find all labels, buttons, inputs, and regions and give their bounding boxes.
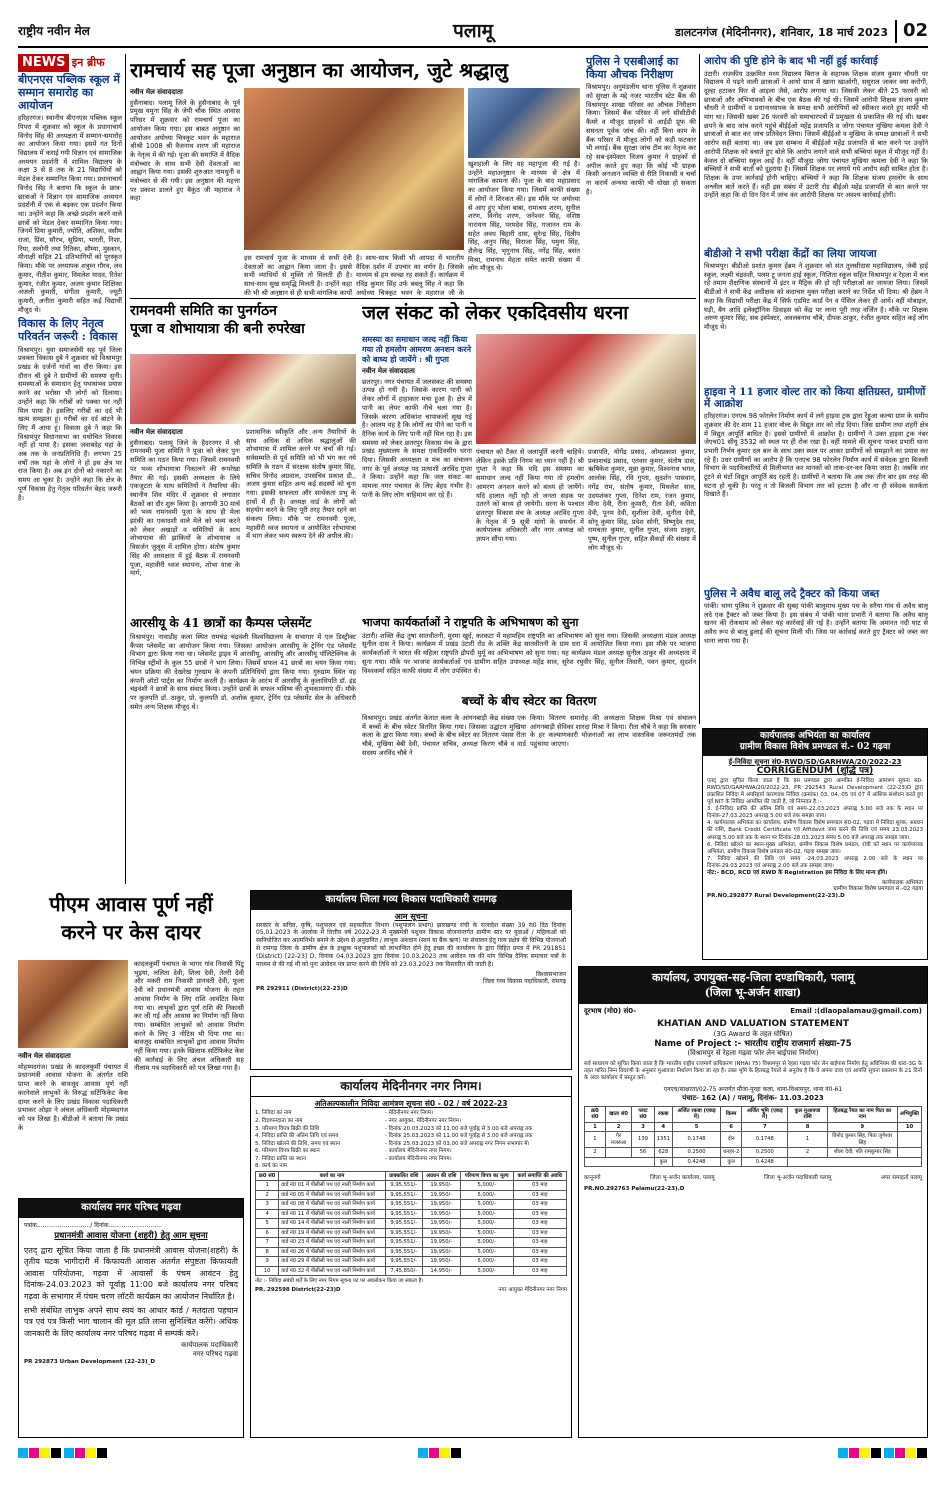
headline-pmay: पीएम आवास पूर्ण नहीं करने पर केस दायर	[49, 892, 213, 944]
headline-accused: आरोप की पुष्टि होने के बाद भी नहीं हुई कार्रवाई	[704, 56, 878, 67]
story-water-col2: पंचायत को टैंकर से जलापूर्ति करनी चाहिये। लेकिन इसके प्रति निगम का ध्यान नहीं है। श्री गुप्ता ने कहा कि यदि इस समस्या का समाधान जल्द नहीं किया गया तो हमलोग आमरण अनशन करने को बाध्य हो जायेंगे। यदि हालात नहीं रही तो जनता सड़क पर उतरने को बाध्य हो जायेगी। धरना के पश्चात छतरपुर विकास मंच के अध्यक्ष अरविंद गुप्ता के नेतृत्व में 9 सूत्री मांगों के समर्थन में कार्यपालक अधिकारी और नगर अध्यक्ष को ज्ञापन सौंपा गया।	[476, 448, 584, 544]
column-rule	[699, 54, 700, 724]
byline: नवीन मेल संवाददाता	[362, 367, 415, 375]
headline-sweater: बच्चों के बीच स्वेटर का वितरण	[461, 694, 597, 708]
headline-police-sbi: पुलिस ने एसबीआई का किया औचक निरीक्षण	[586, 55, 679, 81]
corrigendum: CORRIGENDUM (शुद्धि पत्र)	[756, 766, 874, 777]
story-text: विश्रामपुर। नावाडीह कला स्थित रामचंद्र चंद्रवंशी विश्वविद्यालय के सभागार में एल डिस्ट्रीक्ट कैंपस प्लेसमेंट का आयोजन किया गया। जिसका आयोजन आरसीयू के ट्रेनिंग एंड प्लेसमेंट विभाग द्वारा किया गया था। प्लेसमेंट ड्राइव में आरसीयू, आरसीयू और आरसीयू पॉलिटेक्निक के विभिन्न स्ट्रीमों के कुल 55 छात्रों ने भाग लिया। जिसमें सफल 41 छात्रों का चयन किया गया। चयन प्रक्रिया की देखरेख गुरुग्राम के कंपनी प्रतिनिधियों द्वारा किया गया। गुरुग्राम स्थित यह कंपनी ऑटो पार्ट्स का निर्माण करती है। कार्यक्रम के आरंभ में आरसीयू के कुलाधिपति डॉ. इंद्र चंद्रवंशी ने छात्रों के साथ संवाद किया। उन्होंने छात्रों के सफल भविष्य की शुभकामनाएं दीं। मौके पर कुलपति डॉ. ठाकुर, प्रो. कुलपति डॉ. अशोक कुमार, ट्रेनिंग एंड प्लेसमेंट सेल के अधिकारी समेत अन्य शिक्षक मौजूद थे।	[130, 633, 356, 711]
photo-dharna	[476, 334, 696, 444]
story-pmay-col1	[18, 1052, 128, 1192]
byline: नवीन मेल संवाददाता	[130, 88, 183, 96]
story-text: विश्रामपुर। बीडीओ प्रशांत कुमार हेंब्रम ने शुक्रवार को संत तुलसीदास महाविद्यालय, जेबी हाई स्कूल, लक्ष्मी चंद्रवंशी, पलम टू जनता हाई स्कूल, निशिता स्कूल सहित विश्रामपुर व रेहला में चल रहे तमाम शैक्षणिक संस्थानों में इंटर व मैट्रिक की हो रही परीक्षाओं का जायजा लिया। जिसमें बीडीओ ने सभी केंद्र अधीक्षक को कदाचार मुक्त परीक्षा कराने का निर्देश भी दिया। श्री हेंब्रम ने कहा कि विद्यार्थी परीक्षा केंद्र में सिर्फ एडमिट कार्ड पेन व पेंसिल लेकर ही आयें। वहीं मोबाइल, घड़ी, बैग आदि इलेक्ट्रॉनिक डिवाइस को केंद्र पर लाना पूरी तरह वर्जित है। मौके पर शिक्षक अरुण कुमार सिंह, सब इंस्पेक्टर, अवलबनाथ चौबे, दीपक ठाकुर, रंजीत कुमार सहित कई लोग मौजूद थे।	[704, 262, 928, 331]
ad-palamu-land: कार्यालय, उपायुक्त-सह-जिला दण्डाधिकारी, पलामू (जिला भू-अर्जन शाखा) दूरभाष (मो0) सं0- Email :(dlaopalamau@gmail.com) KHATIAN AND VALUATION STATEMENT (3G Award के तहत घोषित) Name of Project :- भारतीय राष्ट्रीय राजमार्ग संख्या-75 (विश्रामपुर से रेहला गढ़वा फोर लेन बाईपास निर्माण) सर्व साधारण को सूचित किया जाता है कि भारतीय राष्ट्रीय राजमार्ग प्राधिकरण (NHAI 75) विश्रामपुर से रेहला गढ़वा फोर लेन बाईपास निर्माण हेतु अधिनियम की धारा-3G के तहत पारित निम्न विवरणी के अनुसार मुआवजा निर्धारण किया जा रहा है। उक्त भूमि के हितबद्ध रैयतों से अनुरोध है कि वे अपना दावा एवं आपत्ति सूचना प्रकाशन के 21 दिनों के अंदर कार्यालय में प्रस्तुत करें। एनएच/साक्षरता/02-75 अन्तर्गत मौजा-पुरहा कला, थाना-विश्रामपुर, थाना नं0-61 पंचाट- 162 (A) / पलामू, दिनांक- 11.03.2023 क्र0 सं0 खाता सं0 प्लाट सं0 रकबा अर्जित रकबा (एकड़ में) किस्म अर्जित भूमि (एकड़ में) कुल मुआवजा राशि हितबद्ध रैयत का नाम पिता का नाम अभियुक्ति 1 2 3 4 5 6 7 8 9 10 1 गैर मजरुआ 139 1351 0.1748 दोन 0.1748 1 विनोद कुमार सिंह, पिता जुगेश्वर सिंह 2 56 628 0.2500 धनहर-2 0.2500 2 शीला देवी, पति रामकुमार सिंह कुल 0.4248 कुल 0.4248 कानूनगो जिला भू-अर्जन कार्यालय, पलामू जिला भू-अर्जन पदाधिकारी पलामू अपर समाहर्ता पलामू PR.NO.292763 Palamu(22-23).D	[578, 966, 928, 1438]
tender-details: 1. निविदा का नाम - मेदिनीनगर नगर निगम। 2. विज्ञापनदाता का नाम - नगर आयुक्त, मेदिनीनगर नगर निगम। 3. परिमाण विपत्र बिक्री की तिथि - दिनांक 20.03.2023 को 11.00 बजे पूर्वाह्न से 3.00 बजे अपराह्न तक 4. निविदा प्राप्ति की अंतिम तिथि एवं समय - दिनांक 25.03.2023 को 11.00 बजे पूर्वाह्न से 3.00 बजे अपराह्न तक 5. निविदा खोलने की तिथि, समय एवं स्थान - दिनांक 25.03.2023 को 03.00 बजे अपराह्न नगर निगम सभागार में। 6. परिमाण विपत्र बिक्री का स्थान - कार्यालय मेदिनीनगर नगर निगम। 7. निविदा प्राप्ति का स्थान - कार्यालय मेदिनीनगर नगर निगम। 8. कार्य का नाम	[255, 1110, 533, 1170]
table-row: 2 वार्ड नं0 05 में पीसीसी पथ एवं नाली निर्माण कार्य 9,95,551/- 19,950/- 5,000/- 03 माह	[256, 1190, 567, 1200]
headline-ramcharya: रामचार्य सह पूजा अनुष्ठान का आयोजन, जुटे श्रद्धालु	[130, 58, 508, 82]
table-row: 4 वार्ड नं0 11 में पीसीसी पथ एवं नाली निर्माण कार्य 9,95,551/- 19,950/- 5,000/- 03 माह	[256, 1209, 567, 1219]
news-brief-column	[18, 54, 122, 884]
section-title: पलामू	[453, 20, 493, 42]
pull-quote: समस्या का समाधान जल्द नहीं किया गया तो हमलोग आमरण अनशन करने को बाध्य हो जायेंगे : श्री गुप्ता	[362, 334, 472, 364]
ad-signer: कार्यपालक पदाधिकारी नगर परिषद गढ़वा	[181, 1341, 238, 1359]
table-row: 1 गैर मजरुआ 139 1351 0.1748 दोन 0.1748 1 विनोद कुमार सिंह, पिता जुगेश्वर सिंह	[585, 1132, 922, 1148]
column-rule	[125, 54, 126, 884]
section-rule	[130, 298, 696, 299]
story-ramnavami-col2: प्रशासनिक स्वीकृति और अन्य तैयारियों के साथ अधिक से अधिक श्रद्धालुओं की शोभायात्रा में शामिल करने पर चर्चा की गई। सर्वसम्मति से पूर्व समिति को भी भंग कर नये समिति के गठन में संरक्षक संतोष कुमार सिंह, सचिव विनोद अग्रवाल, उपसचिव प्रकाश डी., अजय कुमार सहित अन्य कई सदस्यों को चुना गया। इसकी सफलता और सार्थकता प्रभु के हाथों में ही है। अध्यक्ष वार्ड के लोगों को सहयोग करने के लिए पूरी तरह तैयार रहने का संकल्प लिया। मौके पर रामनवमी पूजा, महावीरी ध्वज स्थापना व आयोजित शोभायात्रा में भाग लेकर भव्य स्वरूप देने की अपील की।	[246, 428, 356, 541]
ad-signers: कानूनगो जिला भू-अर्जन कार्यालय, पलामू जिला भू-अर्जन पदाधिकारी पलामू अपर समाहर्ता पलामू	[584, 1175, 922, 1182]
story-water-col1	[362, 334, 472, 612]
pr-number: PR 292911 (District)(22-23)D	[256, 985, 348, 992]
ad-rwd-garhwa: कार्यपालक अभियंता का कार्यालय ग्रामीण विकास विशेष प्रमण्डल सं.- 02 गढ़वा ई-निविदा सूचना सं0-RWD/SD/GARHWA/20/2022-23 CORRIGENDUM (शुद्धि पत्र) एतद् द्वारा सूचित किया जाता है कि इस प्रमण्डल द्वारा आमंत्रित ई-निविदा आमंत्रण सूचना सं0-RWD/SD/GARHWA/20/2022-23, PR 292543 Rural Development (22-23)D द्वारा प्रकाशित निविदा में अपरिहार्य कारणवश निविदा (क्रमांक) 03, 04, 05 एवं 07 में आंशिक संशोधन करते हुए पूर्व NIT के निविदा आमंत्रित की जाती है, जो निम्नवत है :- 3. ई-निविदा प्राप्ति की अंतिम तिथि एवं समय-22.03.2023 अपराह्न 5.00 बजे तक के स्थान पर दिनांक-27.03.2023 अपराह्न 5.00 बजे तक समझा जाय। 4. कार्यपालक अभियंता का कार्यालय, ग्रामीण विकास विशेष प्रमण्डल सं0-02, गढ़वा में निविदा शुल्क, अग्रधन की राशि, Bank Credit Certificate एवं Affidavit जमा करने की तिथि एवं समय 23.03.2023 अपराह्न 5.00 बजे तक के स्थान पर दिनांक-28.03.2023 समय 5.00 बजे अपराह्न तक समझा जाय। 6. निविदा खोलने का स्थान-मुख्य अभियंता, ग्रामीण विकास विशेष प्रमंडल, रांची को स्थान पर कार्यपालक अभियंता, ग्रामीण विकास विशेष प्रमंडल सं0-02, गढ़वा समझा जाय। 7. निविदा खोलने की तिथि एवं समय -24.03.2023 अपराह्न 2.00 बजे के स्थान पर दिनांक-29.03.2023 एवं अपराह्न 2.00 बजे तक समझा जाय। नोट:- BCD, RCD एवं RWD के Registration इस निविदा के लिए मान्य होंगे। कार्यपालक अभियंता ग्रामीण विकास विशेष प्रमण्डल सं.-02 गढ़वा PR.NO.292877 Rural Development(22-23).D	[702, 728, 928, 960]
patrank: पत्रांक............................/ दिनांक............................	[24, 1221, 162, 1229]
page-number: 02	[895, 20, 928, 43]
byline: नवीन मेल संवाददाता	[130, 428, 183, 436]
ad-note: नोट :- निविदा संबंधी शर्तें के लिए नगर निगम सूचना पट पर अवलोकन किया जा सकता है।	[255, 1278, 424, 1285]
story-text: हुसैनाबाद। पलामू जिले के हुसैनाबाद के पूर्व प्रमुख यमुना सिंह के जेपी चौक स्थित आवास परिसर में शुक्रवार को रामचार्य पूजा का आयोजन किया गया। इस बाबत अनुष्ठान का आयोजन अयोध्या चित्रकूट भवन के महाराज श्रीश्री 1008 श्री वैजनाथ शरण जी महाराज के नेतृत्व में की गई। पूजा की समाप्ति में वैदिक मंत्रोच्चार के साथ सभी देवी देवताओं का आह्वान किया गया। इसकी शुरुआत नामधुनी व मंत्रोच्चार से की गयी। इस अनुष्ठान की महत्ता पर प्रकाश डालते हुए बैकुंठ जी महाराज ने कहा	[130, 98, 240, 203]
story-sweater-col1: विश्रामपुर। प्रखंड अंतर्गत केतात कला के आंगनबाड़ी केंद्र संख्या एक में बच्चों के बीच स्वेटर वितरित किया गया। जिसका उद्घाटन मुखिया कला के द्वारा किया गया। बच्चों के बीच स्वेटर का वितरण पंसस रीता चौबे, मुखिया बेबी देवी, पंचायत सचिव, अध्यक्ष किरण चौबे व वार्ड सदस्य अरविंद चौबे ने	[362, 714, 526, 757]
pr-number: PR 292873 Urban Development (22-23)_D	[24, 1358, 155, 1365]
photo-pmay	[18, 960, 128, 1048]
ad-body: एतद् द्वारा सूचित किया जाता है कि प्रधानमंत्री आवास योजना(शहरी) के तृतीय घटक भागीदारी में किफायती आवास अंतर्गत संपुष्टता किफायती आवास परियोजना, गढ़वा में आवासों के पंचम आवंटन हेतु दिनांक-24.03.2023 को पूर्वाह्न 11:00 बजे कार्यालय नगर परिषद गढ़वा के सभागार में पंचम चरण लॉटरी कार्यक्रम का आयोजन निर्धारित है।	[24, 1245, 238, 1301]
tender-table: क्र0 सं0 कार्य का नाम प्राक्कलित राशि अग्रधन की राशि परिमाण विपत्र का मूल्य कार्य समाप्ति की अवधि 1 वार्ड नं0 01 में पीसीसी पथ एवं नाली निर्माण कार्य 9,95,551/- 19,950/- 5,000/- 03 माह 2 वार्ड नं0 05 में पीसीसी पथ एवं नाली निर्माण कार्य 9,95,551/- 19,950/- 5,000/- 03 माह 3 वार्ड नं0 08 में पीसीसी पथ एवं नाली निर्माण कार्य 9,95,551/- 19,950/- 5,000/- 03 माह 4 वार्ड नं0 11 में पीसीसी पथ एवं नाली निर्माण कार्य 9,95,551/- 19,950/- 5,000/- 03 माह 5 वार्ड नं0 14 में पीसीसी पथ एवं नाली निर्माण कार्य 9,95,551/- 19,950/- 5,000/- 03 माह 6 वार्ड नं0 19 में पीसीसी पथ एवं नाली निर्माण कार्य 9,95,551/- 19,950/- 5,000/- 03 माह 7 वार्ड नं0 23 में पीसीसी पथ एवं नाली निर्माण कार्य 9,95,551/- 19,950/- 5,000/- 03 माह 8 वार्ड नं0 26 में पीसीसी पथ एवं नाली निर्माण कार्य 9,95,551/- 19,950/- 5,000/- 03 माह 9 वार्ड नं0 29 में पीसीसी पथ एवं नाली निर्माण कार्य 9,95,551/- 19,950/- 5,000/- 03 माह 10 वार्ड नं0 32 में पीसीसी पथ एवं नाली निर्माण कार्य 7,45,850/- 14,950/- 5,000/- 03 माह	[255, 1171, 567, 1277]
ad-subtitle: अतिअल्पकालीन निविदा आमंत्रण सूचना सं0 - 02 / वर्ष 2022-23	[314, 1099, 508, 1108]
color-registration-bar	[18, 1448, 928, 1460]
photo-puja-2	[468, 88, 580, 158]
story-bjp	[362, 616, 696, 688]
story-bdo-exam	[704, 246, 928, 382]
ad-body-2: सभी संबंधित लाभुक अपने साथ स्वयं का आधार कार्ड / मतदाता पहचान पत्र एवं पत्र किसी भाग चालान की मूल प्रति लाना सुनिश्चित करेंगे। अधिक जानकारी के लिए कार्यालय नगर परिषद गढ़वा में सम्पर्क करें।	[24, 1305, 238, 1338]
story-text: हरिहरगंज। एनएच 98 फोरलेन निर्माण कार्य में लगे हाइवा ट्रक द्वारा रेंड्डुआ कल्या ग्राम के समीप शुक्रवार की देर शाम 11 हजार वोल्ट के विद्युत तार को तोड़ दिया। जिस ग्रामीण तथा शहरी क्षेत्र में विद्युत आपूर्ति बाधित है। इससे ग्रामीणों में आक्रोश है। ग्रामीणों ने उक्त हाइवा ट्रक नंबर जेएच01 सीयू 3532 को स्थल पर ही रोक रखा है। वहीं मामले की सूचना पाकर प्रभारी थाना प्रभारी निर्भय कुमार दल बल के साथ उक्त स्थल पर आकर ग्रामीणों को समझाने का प्रयास कर रहे हैं। उधर ग्रामीणों का आरोप है कि एनएच 98 फोरलेन निर्माण कार्य में संवेदक द्वारा बिजली विभाग के पदाधिकारियों से मिलीभगत कर मानकों को ताक-दर-कर किया जाता है। जबकि तार टूटने से घंटों विद्युत आपूर्ति बंद रहती है। ग्रामीणों ने बताया कि अब तक तीन बार इस तरह की घटना हो चुकी है। परंतु न तो बिजली विभाग तार को हटाता है और ना ही संवेदक सतर्कता दिखाते हैं।	[704, 412, 928, 499]
table-row: 10 वार्ड नं0 32 में पीसीसी पथ एवं नाली निर्माण कार्य 7,45,850/- 14,950/- 5,000/- 03 माह	[256, 1266, 567, 1276]
photo-puja	[244, 88, 464, 250]
brief-2-body: विश्रामपुर। युवा समाजसेवी सह पूर्व जिला प्रवक्ता विकास दुबे ने शुक्रवार को विश्रामपुर प्रखंड के दर्जनों गांवों का दौरा किया। इस दौरान श्री दुबे ने ग्रामीणों की समस्या सुनी। समस्याओं के समाधान हेतु यथासंभव प्रयास करने का भरोसा भी लोगों को दिलाया। उन्होंने कहा कि गरीबों को पक्का घर नहीं मिल पाया है। इसलिए गरीबों का दर्द भी खत्म समझता हूं। गरीबों का दर्द बांटने के लिए मैं आया हूं। विकास दुबे ने कहा कि विश्रामपुर विधानसभा का यथोचित विकास नहीं हो पाया है। इसका जवाबदेह यहां के अब तक के जनप्रतिनिधि हैं। लगभग 25 वर्षों तक यहां के लोगों ने हो इस क्षेत्र पर राज किया है। अब इन दोनों को नकारने का समय आ चुका है। उन्होंने कहा कि क्षेत्र के पूर्ण विकास हेतु नेतृत्व परिवर्तन बेहद जरूरी है।	[18, 345, 122, 502]
story-pmay-col2: कादलकुर्मी पंचायत के भागर गांव निवासी पिंटू भुइयां, ललिता देवी, शिला देवी, तेतरी देवी और मकरी राम निवासी प्रानवती देवी, फूला देवी को प्रधानमंत्री आवास योजना के तहत आवास निर्माण के लिए राशि आवंटित किया गया था। लाभुकों द्वारा पूर्ण राशि की निकासी कर ली गई और आवास का निर्माण नहीं किया गया। सम्बंधित लाभुकों को आवास निर्माण करने के लिए 3 नोटिस भी दिया गया था। बावजूद सम्बंधित लाभुकों द्वारा आवास निर्माण नहीं किया गया। इनके खिलाफ सर्टिफिकेट केस की कार्रवाई के लिए अंचल अधिकारी सह नीलाम पत्र पदाधिकारी को पत्र लिखा गया है।	[134, 960, 244, 1073]
headline-tractor: पुलिस ने अवैध बालू लदे ट्रैक्टर को किया जब्त	[704, 588, 880, 600]
byline: नवीन मेल संवाददाता	[18, 1052, 71, 1060]
table-row: क्र0 सं0 खाता सं0 प्लाट सं0 रकबा अर्जित रकबा (एकड़ में) किस्म अर्जित भूमि (एकड़ में) कुल मुआवजा राशि हितबद्ध रैयत का नाम पिता का नाम अभियुक्ति	[585, 1106, 922, 1122]
table-row: 1 2 3 4 5 6 7 8 9 10	[585, 1122, 922, 1132]
ad-title: कार्यालय, उपायुक्त-सह-जिला दण्डाधिकारी, पलामू (जिला भू-अर्जन शाखा)	[579, 967, 927, 1004]
story-ramnavami-col1	[130, 428, 240, 612]
headline-aarsu: आरसीयू के 41 छात्रों का कैम्पस प्लेसमेंट	[130, 616, 312, 630]
ad-title: कार्यालय जिला गव्य विकास पदाधिकारी रामगढ़	[251, 891, 571, 910]
ad-ramgarh	[250, 890, 572, 1070]
table-row: 7 वार्ड नं0 23 में पीसीसी पथ एवं नाली निर्माण कार्य 9,95,551/- 19,950/- 5,000/- 03 माह	[256, 1238, 567, 1248]
brief-2-title: विकास के लिए नेतृत्व परिवर्तन जरूरी : विकास	[18, 317, 118, 343]
headline-water: जल संकट को लेकर एकदिवसीय धरना	[362, 302, 629, 324]
project-name: Name of Project :- भारतीय राष्ट्रीय राजमार्ग संख्या-75	[654, 1038, 852, 1049]
khatian-table: क्र0 सं0 खाता सं0 प्लाट सं0 रकबा अर्जित रकबा (एकड़ में) किस्म अर्जित भूमि (एकड़ में) कुल मुआवजा राशि हितबद्ध रैयत का नाम पिता का नाम अभियुक्ति 1 2 3 4 5 6 7 8 9 10 1 गैर मजरुआ 139 1351 0.1748 दोन 0.1748 1 विनोद कुमार सिंह, पिता जुगेश्वर सिंह 2 56 628 0.2500 धनहर-2 0.2500 2 शीला देवी, पति रामकुमार सिंह कुल 0.4248 कुल 0.4248	[584, 1106, 922, 1168]
story-ramcharya-col3: है। साथ-साथ किसी भी आपदा में भारतीय वैदिक दर्शन में उपचार का वर्णन है। जिसके माध्यम से हम स्वच्छ रह सकते हैं। कार्यक्रम में रविंद्र कुमार सिंह उर्फ बबलू सिंह ने कहा कि अयोध्या चित्रकूट भवन के महाराज जी के	[356, 254, 464, 296]
table-row: 5 वार्ड नं0 14 में पीसीसी पथ एवं नाली निर्माण कार्य 9,95,551/- 19,950/- 5,000/- 03 माह	[256, 1219, 567, 1229]
ad-signer: विश्वासभाजन जिला गव्य विकास पदाधिकारी, रामगढ़	[482, 970, 566, 986]
table-row: 2 56 628 0.2500 धनहर-2 0.2500 2 शीला देवी, पति रामकुमार सिंह	[585, 1148, 922, 1158]
brief-1-title: बीएनएस पब्लिक स्कूल में सम्मान समारोह का आयोजन	[18, 73, 120, 112]
news-tag: NEWS	[18, 54, 69, 72]
story-text: उंटारी। शक्ति केंद्र तुषा सातवीतनी, मुरमा खुर्द, करकटा में महामहिम राष्ट्रपति का अभिभाषण को सुना गया। जिसकी अध्यक्षता मंडल अध्यक्ष सुनील दास ने किया। कार्यक्रम में प्रखंड उंटारी रोड के शक्ति केंद्र सातवीतनी के ग्राम धरा में आयोजित किया गया। इस मौके पर भाजपा कार्यकर्ताओं ने भारत की महिला राष्ट्रपति द्रौपदी मुर्मू का अभिभाषण को सुना गया। यह कार्यक्रम मंडल अध्यक्ष सुनील ठाकुर की अध्यक्षता में सुना गया। मौके पर भाजपा कार्यकर्ताओं एवं ग्रामीण सहित उपाध्यक्ष महेंद्र साव, सुरेश रघुवीर सिंह, सुनील तिवारी, पवन कुमार, सुदर्शन विश्वकर्मा सहित काफी संख्या में लोग उपस्थित थे।	[362, 631, 696, 675]
masthead	[18, 18, 928, 48]
story-tractor	[704, 586, 928, 722]
table-row: 1 वार्ड नं0 01 में पीसीसी पथ एवं नाली निर्माण कार्य 9,95,551/- 19,950/- 5,000/- 03 माह	[256, 1181, 567, 1191]
story-text: मोहम्मदगंज। प्रखंड के कादलकुर्मी पंचायत में प्रधानमंत्री आवास योजना के अंतर्गत राशि प्राप्त करने के बावजूद आवास पूर्ण नहीं करनेवाले लाभुकों के विरुद्ध सर्टिफिकेट केस दायर करने के लिए प्रखंड विकास पदाधिकारी प्रभाकर ओझा ने अंचल अधिकारी मोहम्मदगंज को पत्र लिखा है। बीडीओ ने बताया कि प्रखंड के	[18, 1062, 128, 1132]
story-accused	[704, 54, 928, 244]
ad-email: Email :(dlaopalamau@gmail.com)	[790, 1006, 922, 1015]
dateline: डालटनगंज (मेदिनीनगर), शनिवार, 18 मार्च 2023	[674, 26, 888, 39]
pr-number: PR.NO.292877 Rural Development(22-23).D	[707, 893, 845, 900]
story-ramcharya-col4: खुशहाली के लिए यह महापूजा की गई है। उन्होंने महाअनुष्ठान के माध्यम से क्षेत्र में मांगलिक कामना की। पूजा के बाद महाप्रसाद का आयोजन किया गया। जिसमें काफी संख्या में लोगों ने शिरकत की। इस मौके पर अयोध्या से आए हुए भोला बाबा, रामाश्रय शरण, सुनील शरण, विनोद शरण, जनेश्वर सिंह, वशिष्ठ नारायण सिंह, परमदेव सिंह, गजानन राम के सहेत अवध बिहारी दास, सुरेन्द्र सिंह, दिलीप सिंह, अनुप सिंह, विराजा सिंह, यमुना सिंह, शैलेन्द्र सिंह, भृगुनाथ सिंह, नगेंद्र सिंह, बसंत मिश्रा, रामनाथ मेहता समेत काफी संख्या में लोग मौजूद थे।	[468, 160, 580, 273]
story-sweater-col2: किया। वितरण समारोह की अध्यक्षता शिक्षक मिश्रा एवं संचालन आंगनबाड़ी सेविका शारदा मिश्रा ने किया। रीता चौबे ने कहा कि सरकार के हर कल्याणकारी योजनाओं का लाभ वास्तविक जरूरतमंदों तक पहुंचाया जाएगा।	[530, 714, 696, 749]
pr-number: PR. 292598 District(22-23)D	[255, 1286, 341, 1293]
ad-body: सर्व साधारण को सूचित किया जाता है कि भारतीय राष्ट्रीय राजमार्ग प्राधिकरण (NHAI 75) विश्रामपुर से रेहला गढ़वा फोर लेन बाईपास निर्माण हेतु अधिनियम की धारा-3G के तहत पारित निम्न विवरणी के अनुसार मुआवजा निर्धारण किया जा रहा है। उक्त भूमि के हितबद्ध रैयतों से अनुरोध है कि वे अपना दावा एवं आपत्ति सूचना प्रकाशन के 21 दिनों के अंदर कार्यालय में प्रस्तुत करें।	[584, 1060, 922, 1082]
statement-title: KHATIAN AND VALUATION STATEMENT	[656, 1018, 850, 1029]
ad-subject: प्रधानमंत्री आवास योजना (शहरी) हेतु आम सूचना	[54, 1231, 208, 1241]
headline-ramnavami: रामनवमी समिति का पुनर्गठन पूजा व शोभायात्रा की बनी रुपरेखा	[130, 303, 305, 338]
ad-phone: दूरभाष (मो0) सं0-	[584, 1006, 637, 1015]
newspaper-logo: राष्ट्रीय नवीन मेल	[18, 24, 90, 38]
table-row: 6 वार्ड नं0 19 में पीसीसी पथ एवं नाली निर्माण कार्य 9,95,551/- 19,950/- 5,000/- 03 माह	[256, 1228, 567, 1238]
headline-highway: हाइवा ने 11 हजार वोल्ट तार को किया क्षतिग्रस्त, ग्रामीणों में आक्रोश	[704, 386, 926, 411]
headline-bdo: बीडीओ ने सभी परीक्षा केंद्रों का लिया जायजा	[704, 248, 877, 260]
ad-garhwa	[18, 1198, 244, 1438]
story-text: हुसैनाबाद। पलामू जिले के हैदरनगर में श्री रामनवमी पूजा समिति ने पूजा को लेकर पुनः समिति का गठन किया गया। जिसमें रामनवमी पर भव्य शोभायात्रा निकालने की रूपरेखा तैयार की गई। इसकी अध्यक्षता के लिये एकजुटता के साथ समितियों ने तैयारियां की। स्थानीय शिव मंदिर में शुक्रवार से लगातार बैठकों का दौर शुरू किया है। आगामी 30 मार्च को भव्य रामनवमी पूजा के साथ ही मेला झांकी का एकादशी वाले मेले को भव्य करने को लेकर अखाड़ों व समितियों के साथ शोभायात्रा की झांकियों के शोभायात्रा व विसर्जन जुलूस में शामिल होगा। संतोष कुमार सिंह की अध्यक्षता में हुई बैठक में रामनवमी पूजा, महावीरी ध्वज स्थापना, शोभा यात्रा के मार्ग,	[130, 438, 240, 578]
story-police-sbi	[586, 54, 696, 294]
ad-title: कार्यपालक अभियंता का कार्यालय ग्रामीण विकास विशेष प्रमण्डल सं.- 02 गढ़वा	[703, 729, 927, 756]
story-ramcharya-col1	[130, 88, 240, 294]
table-row: 9 वार्ड नं0 29 में पीसीसी पथ एवं नाली निर्माण कार्य 9,95,551/- 19,950/- 5,000/- 03 माह	[256, 1257, 567, 1267]
story-water-col3: प्रजापति, योगेंद्र प्रसाद, ओमप्रकाश कुमार, प्रकाशचंद्र प्रसाद, एतवार कुमार, संतोष दास, ऋषिकेश कुमार, मुन्ना कुमार, विश्वनाथ भगत, आलोक सिंह, रवि गुप्ता, सुदर्शन पासवान, नगेंद्र राम, संतोष कुमार, मिथलेश साव, उदयशंकर गुप्ता, दिनेश राम, रंजन कुमार, मीना देवी, रीना कुमारी, रीता देवी, कविता देवी, पूनम देवी, सुशीला देवी, सुनीता देवी, सोनू कुमार सिंह, प्रवेश सोनी, विष्णुदेव राम, रामचतर कुमार, सुनील गुप्ता, संजय ठाकुर, पुष्प, सुनील गुप्ता, सहित सैकड़ों की संख्या में लोग मौजूद थे।	[588, 448, 696, 552]
photo-ramnavami	[130, 354, 356, 424]
table-row: 3 वार्ड नं0 08 में पीसीसी पथ एवं नाली निर्माण कार्य 9,95,551/- 19,950/- 5,000/- 03 माह	[256, 1200, 567, 1210]
ad-medininagar	[250, 1076, 572, 1438]
ad-subtitle: आम सूचना	[394, 911, 428, 921]
news-sub: इन ब्रीफ	[71, 56, 105, 69]
story-ramcharya-col2: इस रामचार्य पूजा के माध्यम से सभी देवी देवताओं का आह्वान किया जाता है। इससे सभी व्याधियों से मुक्ति तो मिलती ही है। साथ-साथ सुख समृद्धि मिलती है। उन्होंने कहा की भी श्री अनुष्ठान से ही सभी मांगलिक कार्यों	[244, 254, 352, 296]
ad-title: कार्यालय मेदिनीनगर नगर निगम।	[251, 1077, 571, 1097]
brief-1-body: हरिहरगंज। स्थानीय बीएनएस पब्लिक स्कूल पिपरा में शुक्रवार को स्कूल के प्रधानाचार्य विनोद सिंह की अध्यक्षता में सम्मान-समारोह का आयोजन किया गया। इसमें गत दिनों विद्यालय में कराई गयी विज्ञान एवं सामाजिक अध्ययन प्रदर्शनी में शामिल विद्यालय के कक्षा 3 से 8 तक के 21 विद्यार्थियों को मेडल देकर सम्मानित किया गया। प्रधानाचार्य विनोद सिंह ने बताया कि स्कूल के छात्र-छात्राओं ने विज्ञान एवं सामाजिक अध्ययन प्रदर्शनी में एक से बढ़कर एक प्रदर्शन किया था। उन्होंने कहा कि अच्छे प्रदर्शन करने वाले छात्रों को मेडल देकर सम्मानित किया गया। जिनमें प्रिया कुमारी, ज्योति, अंशिका, वसीम राजा, प्रिंस, सौरभ, सुप्रिया, भारती, निशा, रिया, सलोनी तथा रितिका, सौम्या, मुस्कान, मीनाक्षी सहित 21 प्रतिभागियों को पुरस्कृत किया। मौके पर अध्यापक शत्रुघ्न गौरव, लव कुमार, नीतीश कुमार, विमलेश यादव, रितेश कुमार, रंजीत कुमार, अजय कुमार शिक्षिका अंजली कुमारी, संगीता कुमारी, ज्यूटी कुमारी, अनीता कुमारी सहित कई विद्यार्थी मौजूद थे।	[18, 114, 122, 314]
ad-body: एतद् द्वारा सूचित किया जाता है कि इस प्रमण्डल द्वारा आमंत्रित ई-निविदा आमंत्रण सूचना सं0-RWD/SD/GARHWA/20/2022-23, PR 292543 Rural Development (22-23)D द्वारा प्रकाशित निविदा में अपरिहार्य कारणवश निविदा (क्रमांक) 03, 04, 05 एवं 07 में आंशिक संशोधन करते हुए पूर्व NIT के निविदा आमंत्रित की जाती है, जो निम्नवत है :-	[707, 777, 923, 805]
ad-body: सरकार के सचिव, कृषि, पशुपालन एवं सहकारिता विभाग (पशुपालन प्रभाग) झारखण्ड रांची के राजादेश संख्या 39 रा0 दिठ दिनांक 05.01.2023 के आलोक में वित्तीय वर्ष 2022-23 में मुख्यमंत्री पशुधन विकास योजनान्तर्गत ग्रामीण स्तर पर युवाओं / महिलाओं को स्वनियोजित कर आत्मनिर्भर बनाने के उद्देश्य से अनुदानित / लाभुक अंशदान (स्वयं या बैंक ऋण) पर संचालन हेतु गव्य प्रक्षेत्र की विभिन्न योजनाओं से रामगढ़ जिला के ग्रामीण क्षेत्र के इच्छुक पशुपालकों को लाभान्वित होने हेतु इच्छा की कार्यालय के द्वारा विहित प्रपत्र में PR 291851 (District) [22-23] D, दिनांक 04.03.2023 द्वारा दिनांक 10.03.2023 तक आवेदन पत्र की मांग विभिन्न दैनिक समाचार पत्रों के माध्यम से की गई थी को पुनः आवेदन पत्र प्राप्त करने की तिथि को 23.03.2023 तक विस्तारित की जाती है।	[256, 921, 567, 969]
story-text: उंटारी। राजकीय उत्क्रमित मध्य विद्यालय बिराज के सहायक शिक्षक संजय कुमार चौधरी पर विद्यालय में पढ़ने वाली छात्राओं ने आयो साथ में खाना खाओगी, ससुराल जाकर क्या करोगी, दूल्हा हटाकर फिर से आइला जैसे, आरोप लगाया था। जिसकी लेकर बीते 25 फरवरी को छात्राओं और अभिभावकों के बीच एक बैठक की गई थी। जिसमें आरोपी शिक्षक संजय कुमार चौधरी ने ग्रामीणों व प्रधानाध्यापक के समक्ष सभी आरोपियों को स्वीकार करते हुए माफी भी मांग था। जिसकी खबर 26 फरवरी को समाचारपत्रों में प्रमुखता से प्रकाशित की गई थी। खबर छपने के बाद जांच करने पहुंचे बीईईओ महेंद्र प्रजापति व जोगा पंचायत मुखिया कमला देवी ने छात्राओं से बात कर जांच प्रतिवेदन लिया। जिसमें बीईईओ व मुखिया के समक्ष छात्राओं ने सभी आरोप सही बताया था। जब इस सम्बन्ध में बीईईओ महेंद्र प्रजापति से बात करने पर उन्होंने आरोपी शिक्षक को बचाते हुए बोले कि आरोप लगाने वाले सभी बच्चियां स्कूल में मौजूद नहीं है। केवल दो बच्चियां स्कूल आई है। वहीं मौजूदा जोगा पंचायत मुखिया कमला देवी ने कहा कि बच्चियों ने सभी बातों को दुहराया है। जिसमें शिक्षक पर लगाये गये आरोप सही साबित होता है। शिक्षक के उपर कार्रवाई होनी चाहिए। बच्चियों ने कहा कि शिक्षक संजय हमलोग के साथ अश्लील बातें करते हैं। वहीं इस संबंध में उंटारी रोड बीईओ महेंद्र प्रजापति से बात करने पर उन्होंने कहा कि दो दिन दिन में जांच कर आरोपी शिक्षक पर अवश्य कार्रवाई होगी।	[704, 69, 928, 200]
story-text: पांकी। थाना पुलिस ने शुक्रवार की सुबह पांकी बालूमाथ मुख्य पथ के सरैया गांव से अवैध बालू लदे एक ट्रैक्टर को जब्त किया है। इस संबंध में पांकी थाना प्रभारी ने बताया कि अवैध बालू खनन की रोकथाम को लेकर यह कार्रवाई की गई है। उन्होंने बताया कि अमानत नदी घाट से अवैध रूप से बालू ढुलाई की सूचना मिली थी। जिस पर कार्रवाई करते हुए ट्रैक्टर को जब्त कर थाना लाया गया है।	[704, 602, 928, 645]
story-highway	[704, 384, 928, 584]
story-text: विश्रामपुर। अनुमंडलीय थाना पुलिस ने शुक्रवार को सुरक्षा के मद्दे नजर भारतीय स्टेट बैंक की विश्रामपुर शाखा परिसर का औचक निरीक्षण किया। जिसमें बैंक परिसर में लगे सीसीटीवी कैमरे व मौजूद ग्राहकों से आईडी प्रूफ की सघनता पूर्वक जांच की। वहीं बिना काम के बैंक परिसर में मौजूद लोगों को कड़ी फटकार भी लगाई। बैंक सुरक्षा जांच टीम का नेतृत्व कर रहे सब-इंस्पेक्टर विजय कुमार ने ग्राहकों से अपील करते हुए कहा कि कोई भी ग्राहक किसी अनजान व्यक्ति से रीति निकासी व चर्चा ना करायें अन्यथा काफी भी धोखा हो सकता है।	[586, 83, 696, 196]
table-row: 8 वार्ड नं0 26 में पीसीसी पथ एवं नाली निर्माण कार्य 9,95,551/- 19,950/- 5,000/- 03 माह	[256, 1247, 567, 1257]
ad-signer: नगर आयुक्त मेदिनीनगर नगर निगम	[498, 1286, 567, 1293]
story-text: छतरपुर। नगर पंचायत में जलसंकट की समस्या उत्पन्न हो गयी है। जिसके कारण पानी को लेकर लोगों में हाहाकार मचा हुआ है। क्षेत्र में पानी का लेयर काफी नीचे चला गया है। जिसके कारण अधिकांश चापाकलों सूख गई है। आलम यह है कि लोगों का पीने का पानी व दैनिक कार्य के लिए पानी नहीं मिल रहा है। इस समस्या को लेकर छतरपुर विकास मंच के द्वारा प्रखंड मुख्यालय के समक्ष एकदिवसीय धरना दिया। जिसकी अध्यक्षता व मंच का संचालन नगर के पूर्व अध्यक्ष पद प्रत्याशी अरविंद गुप्ता ने किया। उन्होंने कहा कि जल संकट का मामला नगर पंचायत के लिए बेहद गंभीर है। पानी के लिए लोग त्राहिमाम कर रहे हैं।	[362, 377, 472, 499]
story-aarsu	[130, 616, 356, 826]
ad-title: कार्यालय नगर परिषद गढ़वा	[19, 1199, 243, 1218]
ad-signer: कार्यपालक अभियंता ग्रामीण विकास विशेष प्रमण्डल सं.-02 गढ़वा	[833, 879, 923, 893]
headline-bjp: भाजपा कार्यकर्ताओं ने राष्ट्रपति के अभिभाषण को सुना	[362, 616, 579, 629]
pr-number: PR.NO.292763 Palamu(22-23).D	[584, 1186, 685, 1193]
notice-number: ई-निविदा सूचना सं0-RWD/SD/GARHWA/20/2022-23	[728, 757, 902, 766]
